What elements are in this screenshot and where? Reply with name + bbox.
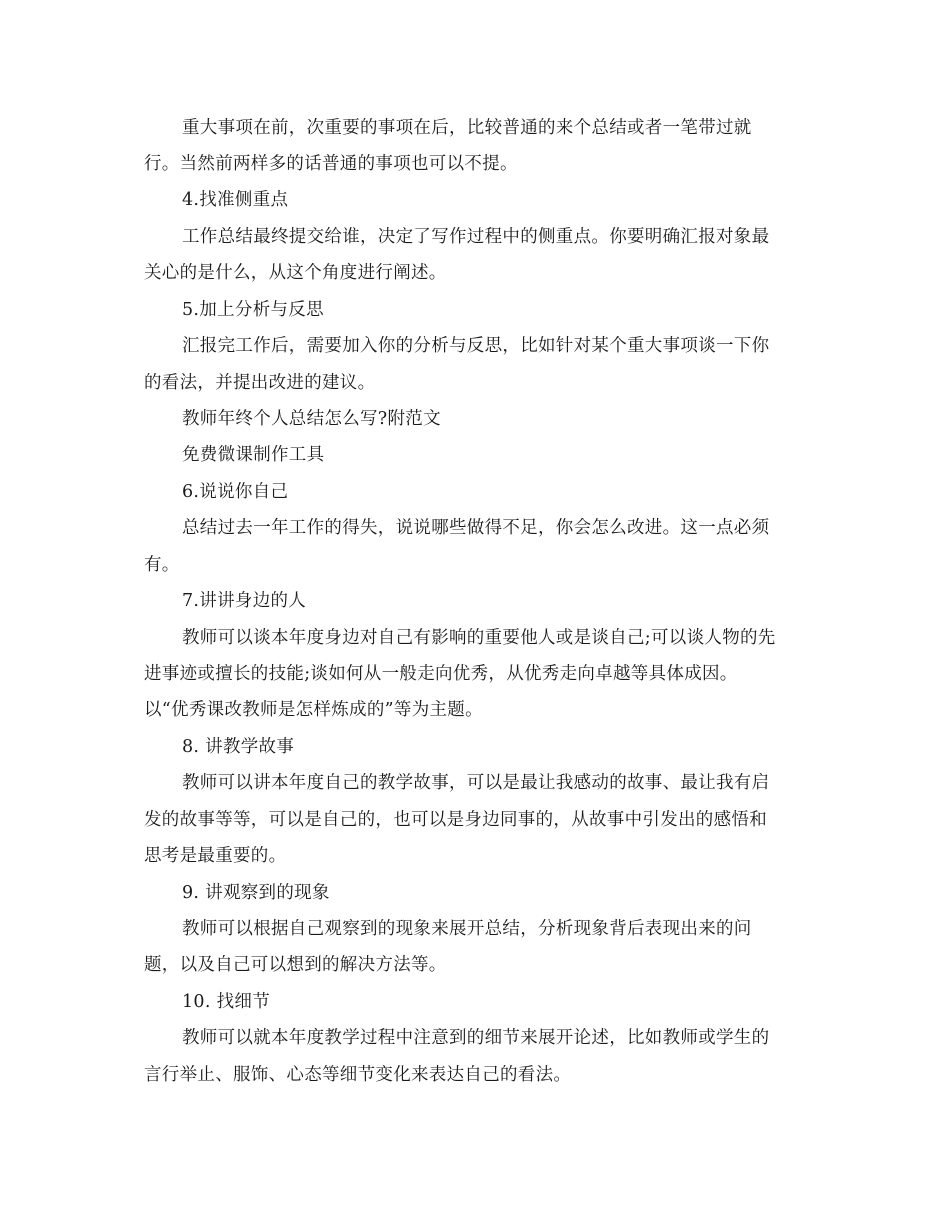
- paragraph-line: 教师可以讲本年度自己的教学故事，可以是最让我感动的故事、最让我有启: [182, 773, 770, 793]
- paragraph-line: 教师可以根据自己观察到的现象来展开总结，分析现象背后表现出来的问: [182, 919, 752, 939]
- section-heading: 9. 讲观察到的现象: [182, 883, 330, 903]
- paragraph-line: 的看法，并提出改进的建议。: [144, 373, 376, 393]
- paragraph-line: 有。: [144, 555, 180, 575]
- section-heading: 5.加上分析与反思: [182, 300, 324, 320]
- section-heading: 6.说说你自己: [182, 482, 289, 502]
- paragraph-line: 以“优秀课改教师是怎样炼成的”等为主题。: [144, 700, 483, 720]
- paragraph-line: 题，以及自己可以想到的解决方法等。: [144, 955, 447, 975]
- paragraph-line: 汇报完工作后，需要加入你的分析与反思，比如针对某个重大事项谈一下你: [182, 336, 770, 356]
- paragraph-line: 总结过去一年工作的得失，说说哪些做得不足，你会怎么改进。这一点必须: [182, 518, 770, 538]
- section-heading: 10. 找细节: [182, 992, 270, 1012]
- section-heading: 8. 讲教学故事: [182, 737, 295, 757]
- paragraph-line: 思考是最重要的。: [144, 846, 287, 866]
- paragraph-line: 进事迹或擅长的技能;谈如何从一般走向优秀，从优秀走向卓越等具体成因。: [144, 664, 738, 684]
- paragraph-line: 言行举止、服饰、心态等细节变化来表达自己的看法。: [144, 1065, 572, 1085]
- paragraph-line: 免费微课制作工具: [182, 445, 325, 465]
- paragraph-line: 教师可以谈本年度身边对自己有影响的重要他人或是谈自己;可以谈人物的先: [182, 628, 776, 648]
- paragraph-line: 发的故事等等，可以是自己的，也可以是身边同事的，从故事中引发出的感悟和: [144, 810, 767, 830]
- section-heading: 7.讲讲身边的人: [182, 591, 307, 611]
- paragraph-line: 教师可以就本年度教学过程中注意到的细节来展开论述，比如教师或学生的: [182, 1028, 770, 1048]
- paragraph-line: 教师年终个人总结怎么写?附范文: [182, 409, 441, 429]
- paragraph-line: 工作总结最终提交给谁，决定了写作过程中的侧重点。你要明确汇报对象最: [182, 227, 770, 247]
- paragraph-line: 行。当然前两样多的话普通的事项也可以不提。: [144, 154, 518, 174]
- section-heading: 4.找准侧重点: [182, 190, 289, 210]
- paragraph-line: 重大事项在前，次重要的事项在后，比较普通的来个总结或者一笔带过就: [182, 118, 752, 138]
- paragraph-line: 关心的是什么，从这个角度进行阐述。: [144, 263, 447, 283]
